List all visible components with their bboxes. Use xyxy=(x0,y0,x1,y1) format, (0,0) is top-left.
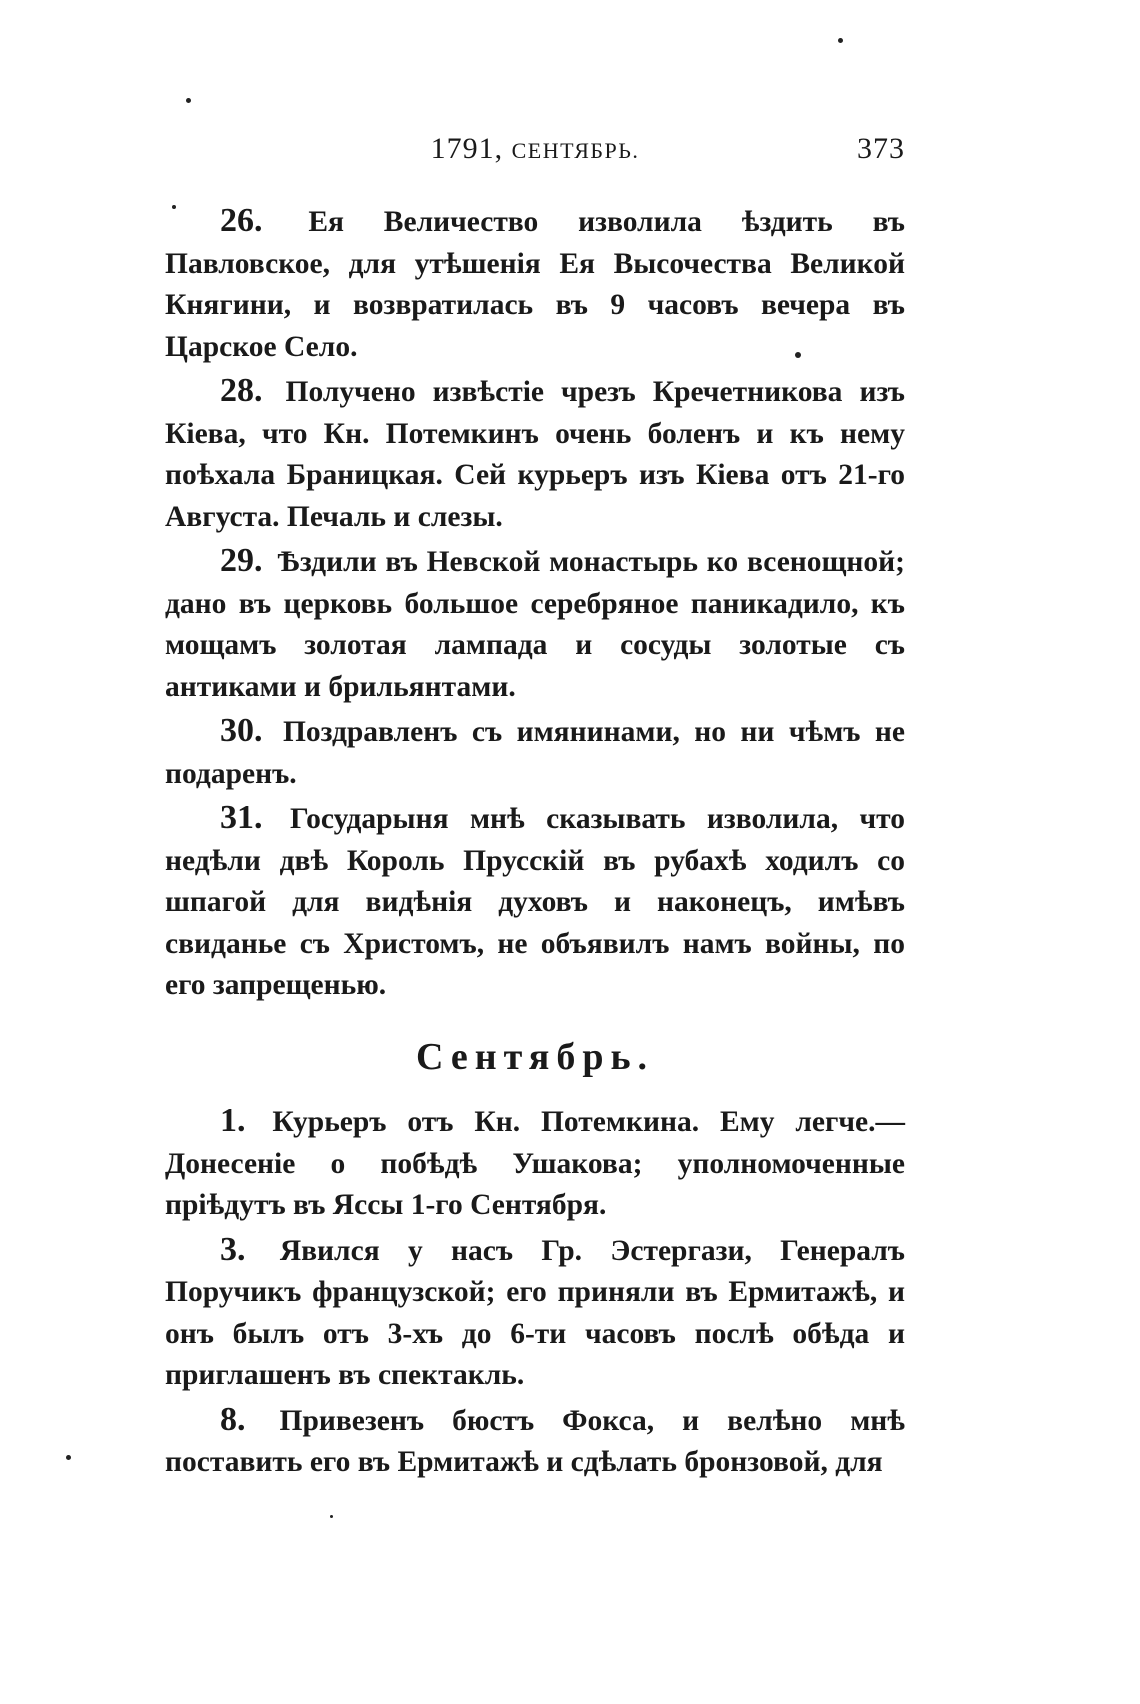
entry-day: 30. xyxy=(220,712,263,749)
entry-day: 8. xyxy=(220,1400,246,1438)
entry-day: 28. xyxy=(220,372,263,409)
entry-text: Поздравленъ съ имянинами, но ни чѣмъ не подаренъ. xyxy=(165,716,906,790)
entry-26 xyxy=(165,200,905,368)
entry-day: 3. xyxy=(220,1230,246,1268)
scan-speck xyxy=(838,38,843,43)
entry-sep-8 xyxy=(165,1399,905,1484)
entry-day: 1. xyxy=(220,1102,246,1139)
entry-day: 31. xyxy=(220,799,263,836)
entry-day: 26. xyxy=(220,202,263,239)
header-year: 1791, xyxy=(430,132,504,165)
section-heading-september: Сентябрь. xyxy=(415,1035,655,1078)
entry-text: Получено извѣстіе чрезъ Кречетникова изъ Кіева, что Кн. Потемкинъ очень боленъ и къ нему поѣхала Браницкая. Сей курьеръ изъ Кіева отъ 21-го Августа. Печаль и слезы. xyxy=(165,376,905,533)
running-head xyxy=(165,132,905,182)
entry-text: Явился у насъ Гр. Эстергази, Генералъ Поручикъ французской; его приняли въ Ермитажѣ, и онъ былъ отъ 3-хъ до 6-ти часовъ послѣ обѣда и приглашенъ въ спектакль. xyxy=(165,1234,906,1391)
entry-text: Ѣздили въ Невской монастырь ко всенощной; дано въ церковь большое серебряное паникадило, къ мощамъ золотая лампада и сосуды золотые съ антиками и брильянтами. xyxy=(165,546,906,703)
header-month: СЕНТЯБРЬ. xyxy=(511,138,640,163)
entry-text: Государыня мнѣ сказывать изволила, что недѣли двѣ Король Прусскій въ рубахѣ ходилъ со шпагой для видѣнія духовъ и наконецъ, имѣвъ свиданье съ Христомъ, не объявилъ намъ войны, по его запрещенью. xyxy=(165,803,905,1001)
entry-31 xyxy=(165,797,905,1007)
page-number: 373 xyxy=(857,132,905,165)
entry-30 xyxy=(165,710,905,795)
entry-28 xyxy=(165,370,905,538)
entry-29 xyxy=(165,540,905,708)
entry-sep-1 xyxy=(165,1100,905,1227)
scan-speck xyxy=(186,98,191,103)
scan-speck xyxy=(330,1515,333,1518)
entry-sep-3 xyxy=(165,1229,905,1397)
body-text xyxy=(165,200,905,1486)
entry-text: Привезенъ бюстъ Фокса, и велѣно мнѣ поставить его въ Ермитажѣ и сдѣлать бронзовой, для xyxy=(165,1404,905,1478)
scan-speck xyxy=(66,1455,71,1460)
entry-text: Курьеръ отъ Кн. Потемкина. Ему легче.— Донесеніе о побѣдѣ Ушакова; уполномоченные пріѣдутъ въ Яссы 1-го Сентября. xyxy=(165,1106,905,1221)
running-head-title xyxy=(165,132,905,166)
entry-text: Ея Величество изволила ѣздить въ Павловское, для утѣшенія Ея Высочества Великой Княгини, и возвратилась въ 9 часовъ вечера въ Царское Село. xyxy=(165,206,905,363)
scan-speck xyxy=(795,352,801,358)
scan-speck xyxy=(172,205,176,209)
entry-day: 29. xyxy=(220,542,263,579)
